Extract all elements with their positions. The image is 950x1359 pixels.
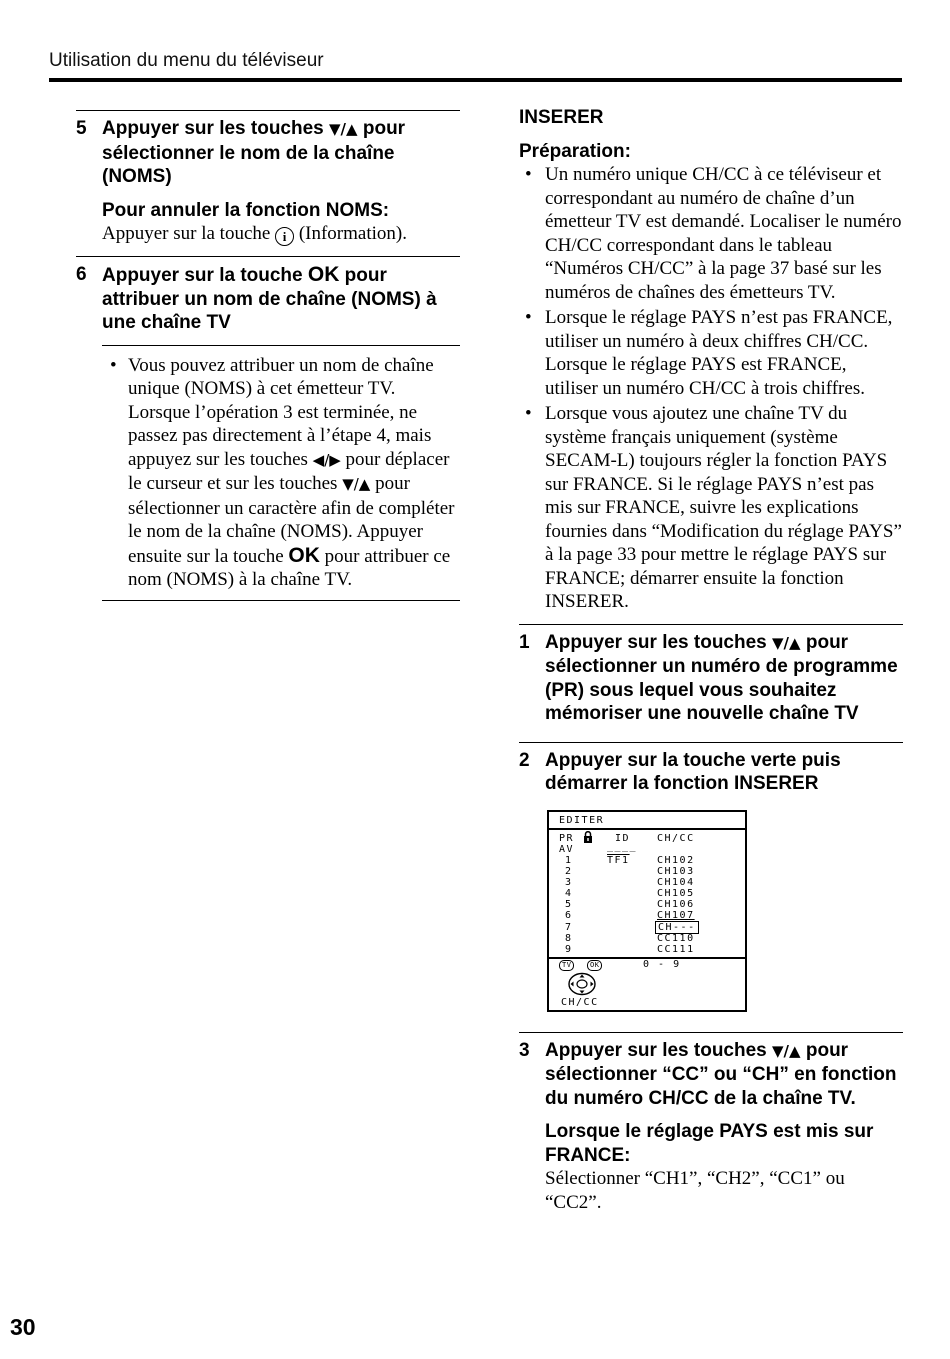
step-3 (519, 1032, 903, 1225)
tv-key-icon: TV (559, 960, 574, 971)
down-up-arrows-icon: ▼/▲ (772, 1041, 801, 1060)
ok-key-icon: OK (307, 263, 340, 286)
left-right-arrows-icon: ◀/▶ (312, 450, 341, 469)
ok-key-icon: OK (587, 960, 602, 971)
step-number: 3 (519, 1039, 530, 1061)
osd-title: EDITER (559, 814, 605, 826)
osd-row-pr: 9 (565, 943, 573, 955)
osd-edit-screen (547, 810, 747, 1012)
info-icon: i (275, 227, 294, 246)
page-header-title: Utilisation du menu du téléviseur (49, 50, 324, 71)
step-number: 6 (76, 264, 87, 285)
osd-row-ch: CH107 (657, 909, 695, 921)
prep-bullet: • Lorsque vous ajoutez une chaîne TV du système français uniquement (système SECAM-L) toujours régler la fonction PAYS sur FRANCE. Si le réglage PAYS n’est pas mis sur FRANCE, suivre les explications fournies dans “Modification du réglage PAYS” à la page 33 pour mettre le réglage PAYS sur FRANCE; démarrer ensuite la fonction INSERER. (519, 402, 903, 614)
osd-row-ch: CH102 (657, 854, 695, 866)
step-6 (76, 256, 460, 601)
osd-row-ch: CH104 (657, 876, 695, 888)
step-5 (76, 110, 460, 256)
osd-col-id: ID (615, 832, 631, 844)
lock-icon (583, 831, 593, 846)
osd-row-ch: CH105 (657, 887, 695, 899)
down-up-arrows-icon: ▼/▲ (342, 475, 371, 493)
osd-col-pr: PR (559, 832, 575, 844)
right-column (519, 106, 903, 1224)
osd-divider (549, 828, 745, 830)
osd-row-id: TF1 (607, 854, 630, 866)
preparation-list (519, 163, 903, 614)
header-rule (49, 78, 902, 82)
down-up-arrows-icon: ▼/▲ (329, 120, 358, 138)
ok-key-icon: OK (288, 543, 320, 567)
osd-row-ch-selected: CH--- (655, 922, 699, 933)
step-number: 1 (519, 631, 530, 653)
osd-row-pr: 5 (565, 898, 573, 910)
osd-row-ch: CH103 (657, 865, 695, 877)
osd-row-pr: 8 (565, 932, 573, 944)
down-up-arrows-icon: ▼/▲ (772, 633, 801, 652)
osd-col-ch: CH/CC (657, 832, 695, 844)
prep-bullet: • Un numéro unique CH/CC à ce téléviseur et correspondant au numéro de chaîne d’un émetteur TV est demandé. Localiser le numéro CH/CC correspondant dans le tableau “Numéros CH/CC” à la page 37 basé sur les numéros de chaînes des émetteurs TV. (519, 163, 903, 304)
left-column (76, 110, 460, 601)
osd-row-ch: CH106 (657, 898, 695, 910)
step-title: Appuyer sur les touches ▼/▲ pour sélectionner le nom de la chaîne (NOMS) (102, 118, 406, 187)
direction-pad-icon (567, 972, 597, 999)
step-title: Appuyer sur les touches ▼/▲ pour sélectionner “CC” ou “CH” en fonction du numéro CH/CC de la chaîne TV. (545, 1039, 897, 1109)
step-title: Appuyer sur la touche verte puis démarrer la fonction INSERER (545, 749, 841, 794)
step-title: Appuyer sur les touches ▼/▲ pour sélectionner un numéro de programme (PR) sous lequel vous souhaitez mémoriser une nouvelle chaîne TV (545, 631, 898, 724)
step-number: 2 (519, 749, 530, 771)
osd-row-pr: 7 (565, 921, 573, 933)
osd-row-ch: CC111 (657, 943, 695, 955)
osd-digit-range: 0 - 9 (643, 958, 681, 970)
osd-row-pr: 6 (565, 909, 573, 921)
step-title: Appuyer sur la touche OK pour attribuer un nom de chaîne (NOMS) à une chaîne TV (102, 263, 437, 333)
osd-row-pr: 3 (565, 876, 573, 888)
step-2 (519, 742, 903, 1032)
osd-row-pr: AV (559, 843, 575, 855)
section-title: INSERER (519, 107, 604, 128)
note-bullet: • Vous pouvez attribuer un nom de chaîne unique (NOMS) à cet émetteur TV. Lorsque l’opération 3 est terminée, ne passez pas directement à l’étape 4, mais appuyez sur les touches ◀/▶ pour déplacer le curseur et sur les touches ▼/▲ pour sélectionner un caractère afin de compléter le nom de la chaîne (NOMS). Appuyer ensuite sur la touche OK pour attribuer ce nom (NOMS) à la chaîne TV. (102, 354, 460, 592)
note-box (102, 345, 460, 601)
france-heading: Lorsque le réglage PAYS est mis sur FRANCE: (545, 1121, 874, 1166)
cancel-text: Appuyer sur la touche i (Information). (102, 223, 407, 244)
cancel-heading: Pour annuler la fonction NOMS: (102, 199, 390, 221)
osd-footer: CH/CC (561, 996, 599, 1008)
osd-row-id: ____ (607, 840, 638, 852)
france-text: Sélectionner “CH1”, “CH2”, “CC1” ou “CC2”. (545, 1168, 845, 1213)
osd-row-pr: 1 (565, 854, 573, 866)
osd-row-pr: 4 (565, 887, 573, 899)
step-number: 5 (76, 118, 87, 139)
osd-row-ch: CC110 (657, 932, 695, 944)
preparation-heading: Préparation: (519, 140, 631, 162)
page-number: 30 (10, 1314, 36, 1340)
step-1 (519, 624, 903, 742)
osd-row-pr: 2 (565, 865, 573, 877)
prep-bullet: • Lorsque le réglage PAYS n’est pas FRANCE, utiliser un numéro à deux chiffres CH/CC. Lorsque le réglage PAYS est FRANCE, utiliser un numéro CH/CC à trois chiffres. (519, 306, 903, 400)
